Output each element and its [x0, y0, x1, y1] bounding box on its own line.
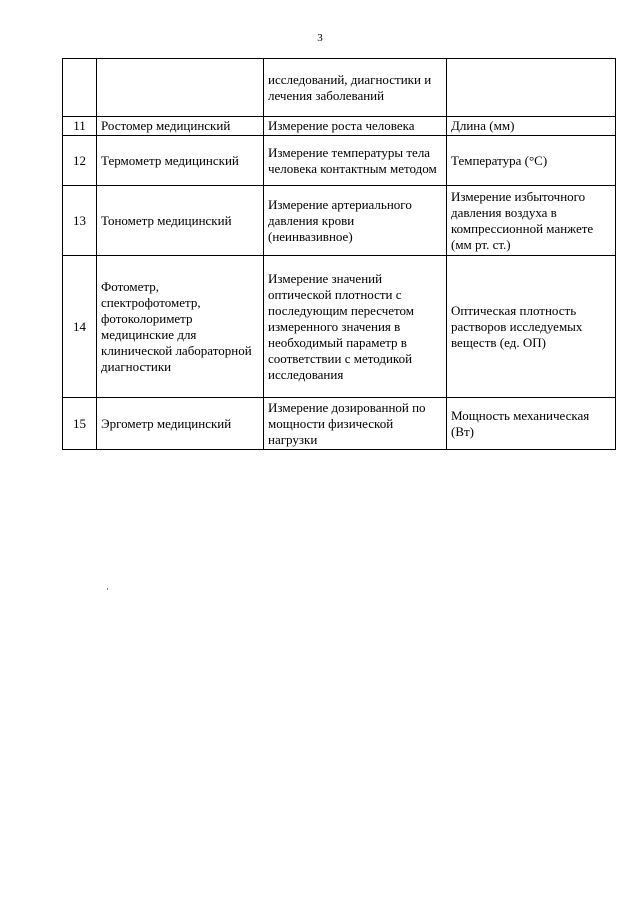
purpose-cell: исследований, диагностики и лечения заболеваний [264, 59, 447, 117]
device-cell: Фотометр, спектрофотометр, фотоколориметр медицинские для клинической лабораторной диагностики [97, 256, 264, 398]
table-row [63, 186, 616, 256]
row-number-cell: 12 [63, 136, 97, 186]
device-cell: Эргометр медицинский [97, 398, 264, 450]
purpose-cell: Измерение температуры тела человека контактным методом [264, 136, 447, 186]
row-number-cell: 14 [63, 256, 97, 398]
instruments-table [62, 58, 616, 450]
device-cell: Ростомер медицинский [97, 117, 264, 136]
purpose-cell: Измерение роста человека [264, 117, 447, 136]
table-row [63, 136, 616, 186]
table-row [63, 117, 616, 136]
device-cell: Тонометр медицинский [97, 186, 264, 256]
table-row [63, 256, 616, 398]
row-number-cell: 13 [63, 186, 97, 256]
page-number: 3 [317, 32, 323, 44]
scan-speck [107, 588, 108, 590]
table-row [63, 398, 616, 450]
measure-cell: Оптическая плотность растворов исследуемых веществ (ед. ОП) [447, 256, 616, 398]
measure-cell: Температура (°С) [447, 136, 616, 186]
device-cell: Термометр медицинский [97, 136, 264, 186]
row-number-cell: 15 [63, 398, 97, 450]
row-number-cell [63, 59, 97, 117]
measure-cell: Мощность механическая (Вт) [447, 398, 616, 450]
device-cell [97, 59, 264, 117]
purpose-cell: Измерение значений оптической плотности с последующим пересчетом измеренного значения в необходимый параметр в соответствии с методикой исследования [264, 256, 447, 398]
measure-cell: Измерение избыточного давления воздуха в компрессионной манжете (мм рт. ст.) [447, 186, 616, 256]
row-number-cell: 11 [63, 117, 97, 136]
purpose-cell: Измерение дозированной по мощности физической нагрузки [264, 398, 447, 450]
purpose-cell: Измерение артериального давления крови (неинвазивное) [264, 186, 447, 256]
measure-cell [447, 59, 616, 117]
measure-cell: Длина (мм) [447, 117, 616, 136]
table-row [63, 59, 616, 117]
